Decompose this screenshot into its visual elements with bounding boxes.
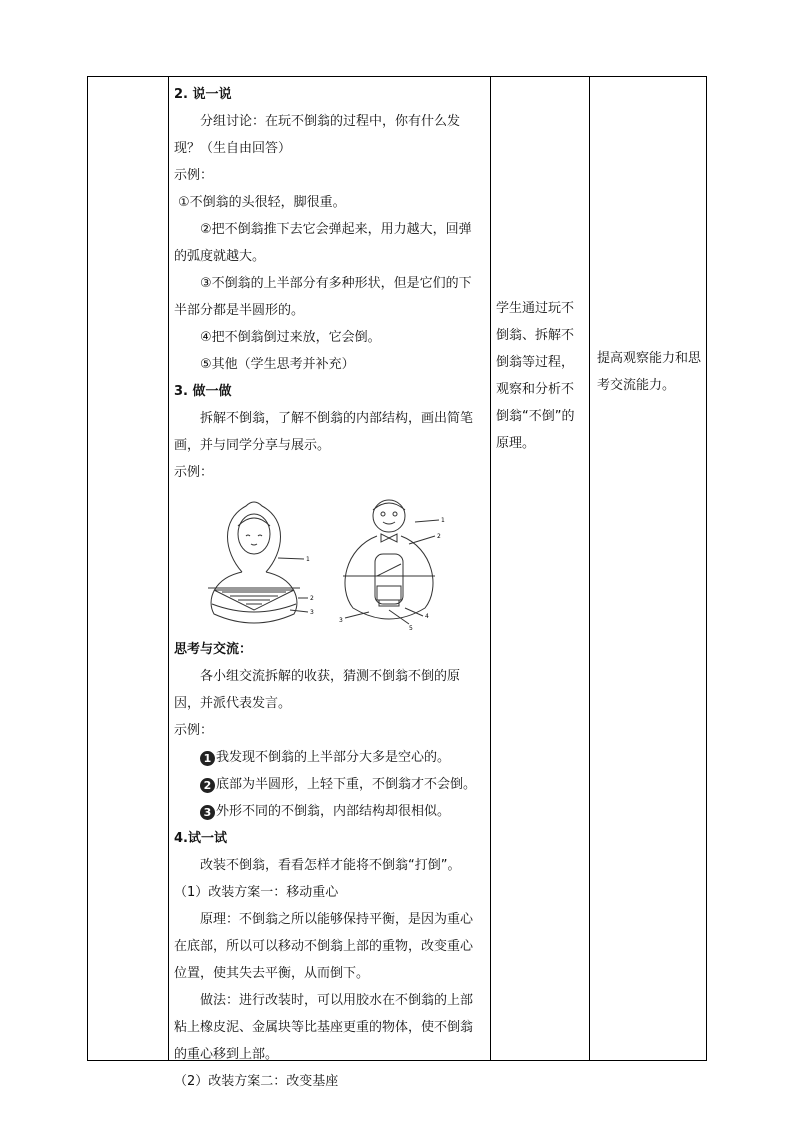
list-item bbox=[174, 771, 484, 798]
part-label: 1 bbox=[441, 517, 445, 524]
design-purpose-cell bbox=[589, 77, 708, 1060]
student-activity-cell bbox=[490, 77, 589, 1060]
design-purpose-text: 提高观察能力和思考交流能力。 bbox=[597, 351, 702, 393]
example-label: 示例： bbox=[174, 723, 214, 738]
think-text: 各小组交流拆解的收获，猜测不倒翁不倒的原因，并派代表发言。 bbox=[174, 669, 461, 711]
section-2-prompt: 分组讨论：在玩不倒翁的过程中，你有什么发现？（生自由回答） bbox=[174, 114, 461, 156]
number-badge: 2 bbox=[200, 778, 215, 793]
list-item bbox=[174, 798, 484, 825]
part-label: 3 bbox=[310, 609, 314, 616]
part-label: 3 bbox=[339, 617, 343, 624]
list-item: ①不倒翁的头很轻，脚很重。 bbox=[178, 195, 346, 210]
plan-1-principle: 原理：不倒翁之所以能够保持平衡，是因为重心在底部，所以可以移动不倒翁上部的重物，改变重心位置，使其失去平衡，从而倒下。 bbox=[174, 912, 474, 981]
tumbler-doll-cross-section bbox=[194, 492, 324, 632]
number-badge: 3 bbox=[200, 805, 215, 820]
think-heading: 思考与交流： bbox=[174, 642, 253, 657]
list-item-text: 我发现不倒翁的上半部分大多是空心的。 bbox=[216, 750, 451, 765]
list-item: ②把不倒翁推下去它会弹起来，用力越大，回弹的弧度就越大。 bbox=[174, 222, 472, 264]
part-label: 1 bbox=[306, 556, 310, 563]
list-item: ③不倒翁的上半部分有多种形状，但是它们的下半部分都是半圆形的。 bbox=[174, 276, 472, 318]
plan-1-method: 做法：进行改装时，可以用胶水在不倒翁的上部粘上橡皮泥、金属块等比基座更重的物体，使不倒翁的重心移到上部。 bbox=[174, 993, 474, 1062]
student-activity-text: 学生通过玩不倒翁、拆解不倒翁等过程，观察和分析不倒翁“不倒”的原理。 bbox=[496, 301, 575, 451]
part-label: 2 bbox=[310, 595, 314, 602]
section-4-heading: 4.试一试 bbox=[174, 831, 227, 846]
number-badge: 1 bbox=[200, 751, 215, 766]
list-item-text: 外形不同的不倒翁，内部结构却很相似。 bbox=[216, 804, 451, 819]
list-item: ⑤其他（学生思考并补充） bbox=[200, 357, 355, 372]
section-3-text: 拆解不倒翁，了解不倒翁的内部结构，画出简笔画，并与同学分享与展示。 bbox=[174, 411, 474, 453]
section-4-text: 改装不倒翁，看看怎样才能将不倒翁“打倒”。 bbox=[200, 858, 461, 873]
list-item bbox=[174, 744, 484, 771]
section-3-heading: 3. 做一做 bbox=[174, 384, 232, 399]
part-label: 5 bbox=[409, 625, 413, 632]
part-label: 2 bbox=[437, 533, 441, 540]
teaching-process-cell bbox=[168, 77, 490, 1089]
tumbler-diagrams bbox=[174, 492, 484, 632]
tumbler-man-cross-section bbox=[329, 492, 469, 632]
section-2-heading: 2. 说一说 bbox=[174, 87, 232, 102]
example-label: 示例： bbox=[174, 168, 214, 183]
list-item-text: 底部为半圆形，上轻下重，不倒翁才不会倒。 bbox=[216, 777, 477, 792]
plan-2-title: （2）改装方案二：改变基座 bbox=[174, 1074, 339, 1089]
example-label: 示例： bbox=[174, 465, 214, 480]
part-label: 4 bbox=[425, 613, 429, 620]
blank-cell bbox=[88, 77, 168, 1060]
plan-1-title: （1）改装方案一：移动重心 bbox=[174, 885, 339, 900]
list-item: ④把不倒翁倒过来放，它会倒。 bbox=[200, 330, 381, 345]
lesson-table bbox=[87, 76, 707, 1089]
